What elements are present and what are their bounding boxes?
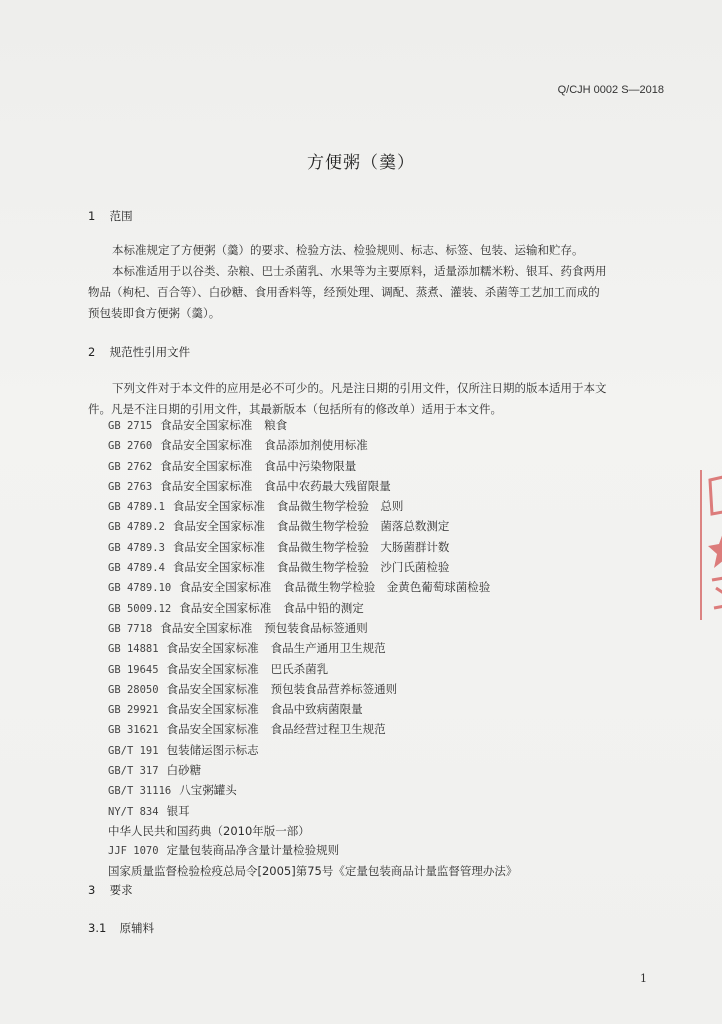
reference-item xyxy=(108,599,517,619)
reference-item xyxy=(108,538,517,558)
paragraph-line: 物品（枸杞、百合等）、白砂糖、食用香料等，经预处理、调配、蒸煮、灌装、杀菌等工艺加工而成的 xyxy=(88,285,600,299)
reference-org: 食品安全国家标准 xyxy=(166,722,259,737)
reference-item xyxy=(108,862,517,881)
reference-title: 粮食 xyxy=(264,418,288,432)
reference-title: 预包装食品营养标签通则 xyxy=(270,681,398,696)
section-3-1-heading xyxy=(88,920,154,936)
section-title: 范围 xyxy=(109,209,133,223)
reference-code: GB 2715 xyxy=(108,420,153,432)
reference-org: 食品安全国家标准 xyxy=(160,620,253,635)
document-title: 方便粥（羹） xyxy=(307,153,415,173)
reference-title: 定量包装商品净含量计量检验规则 xyxy=(166,843,340,858)
reference-item xyxy=(108,802,517,822)
paragraph-line: 预包装即食方便粥（羹）。 xyxy=(88,306,221,320)
reference-item xyxy=(108,457,517,477)
reference-code: GB 4789.4 xyxy=(108,562,165,575)
reference-org: 食品安全国家标准 xyxy=(172,499,265,514)
reference-item xyxy=(108,497,517,517)
reference-org: 食品安全国家标准 xyxy=(172,539,265,554)
paragraph: 下列文件对于本文件的应用是必不可少的。凡是注日期的引用文件，仅所注日期的版本适用于本文 xyxy=(112,381,607,395)
reference-org: 食品安全国家标准 xyxy=(172,519,265,534)
reference-item xyxy=(108,619,517,639)
reference-org: 食品安全国家标准 xyxy=(172,560,265,575)
reference-org: 食品安全国家标准 xyxy=(160,458,253,473)
reference-title: 国家质量监督检验检疫总局令[2005]第75号《定量包装商品计量监督管理办法》 xyxy=(108,863,518,878)
reference-item xyxy=(108,436,517,456)
reference-item xyxy=(108,639,517,659)
paragraph: 本标准适用于以谷类、杂粮、巴士杀菌乳、水果等为主要原料，适量添加糯米粉、银耳、药食两用 xyxy=(112,264,607,278)
reference-title: 食品微生物学检验 总则 xyxy=(276,499,404,514)
reference-title: 食品中污染物限量 xyxy=(264,458,357,473)
reference-org: 食品安全国家标准 xyxy=(166,681,259,696)
reference-title: 预包装食品标签通则 xyxy=(264,620,368,635)
reference-title: 食品微生物学检验 沙门氏菌检验 xyxy=(276,560,450,575)
section-2-intro xyxy=(88,378,668,420)
reference-item xyxy=(108,517,517,537)
reference-code: GB 28050 xyxy=(108,683,159,696)
reference-title: 八宝粥罐头 xyxy=(179,783,237,798)
reference-code: GB 19645 xyxy=(108,663,159,676)
reference-title: 巴氏杀菌乳 xyxy=(270,661,329,676)
reference-code: GB 7718 xyxy=(108,622,153,635)
reference-item xyxy=(108,558,517,578)
document-code: Q/CJH 0002 S—2018 xyxy=(557,84,664,96)
reference-item xyxy=(108,700,517,720)
section-1-body xyxy=(88,240,668,324)
reference-title: 食品添加剂使用标准 xyxy=(264,438,368,453)
reference-title: 白砂糖 xyxy=(166,763,202,778)
reference-item xyxy=(108,822,517,841)
reference-title: 食品微生物学检验 大肠菌群计数 xyxy=(276,539,450,554)
red-stamp-seal xyxy=(700,470,722,620)
reference-item xyxy=(108,477,517,497)
reference-item xyxy=(108,720,517,740)
page-number: 1 xyxy=(640,972,647,985)
reference-code: GB 2762 xyxy=(108,460,153,473)
reference-item xyxy=(108,660,517,680)
reference-code: GB/T 31116 xyxy=(108,785,172,798)
reference-title: 食品微生物学检验 金黄色葡萄球菌检验 xyxy=(283,580,491,595)
reference-org: 食品安全国家标准 xyxy=(179,600,272,615)
reference-code: JJF 1070 xyxy=(108,845,159,858)
reference-org: 食品安全国家标准 xyxy=(160,478,253,493)
reference-title: 食品微生物学检验 菌落总数测定 xyxy=(276,519,450,534)
reference-item xyxy=(108,578,517,598)
reference-code: GB 5009.12 xyxy=(108,602,172,615)
section-1-heading xyxy=(88,208,133,224)
reference-title: 食品中农药最大残留限量 xyxy=(264,478,391,493)
reference-item xyxy=(108,741,517,761)
reference-item xyxy=(108,416,517,436)
reference-item xyxy=(108,841,517,861)
reference-code: GB 4789.10 xyxy=(108,582,172,595)
reference-title: 食品中铅的测定 xyxy=(283,600,364,615)
section-number: 1 xyxy=(88,209,96,223)
reference-title: 银耳 xyxy=(166,803,190,818)
section-2-heading xyxy=(88,344,190,360)
reference-org: 食品安全国家标准 xyxy=(166,661,259,676)
reference-org: 食品安全国家标准 xyxy=(179,580,272,595)
reference-org: 食品安全国家标准 xyxy=(160,438,253,453)
section-title: 规范性引用文件 xyxy=(109,345,191,359)
reference-org: 食品安全国家标准 xyxy=(166,702,259,717)
reference-code: GB 4789.2 xyxy=(108,521,165,534)
reference-code: NY/T 834 xyxy=(108,805,159,818)
reference-code: GB 2760 xyxy=(108,440,153,453)
section-title: 原辅料 xyxy=(119,921,155,935)
reference-list xyxy=(108,416,517,881)
section-number: 3.1 xyxy=(88,921,107,935)
reference-org: 食品安全国家标准 xyxy=(166,641,259,656)
reference-item xyxy=(108,680,517,700)
reference-title: 包装储运图示标志 xyxy=(166,742,259,757)
reference-code: GB 29921 xyxy=(108,704,159,717)
reference-title: 中华人民共和国药典（2010年版一部） xyxy=(108,823,310,838)
reference-code: GB 31621 xyxy=(108,724,159,737)
reference-code: GB 4789.1 xyxy=(108,501,165,514)
reference-code: GB/T 191 xyxy=(108,744,159,757)
stamp-icon xyxy=(706,470,722,620)
paragraph: 本标准规定了方便粥（羹）的要求、检验方法、检验规则、标志、标签、包装、运输和贮存。 xyxy=(112,243,584,257)
reference-code: GB 14881 xyxy=(108,643,159,656)
paragraph-line: 件。凡是不注日期的引用文件，其最新版本（包括所有的修改单）适用于本文件。 xyxy=(88,402,502,416)
reference-code: GB/T 317 xyxy=(108,765,159,778)
reference-title: 食品中致病菌限量 xyxy=(270,702,363,717)
reference-org: 食品安全国家标准 xyxy=(160,418,253,432)
section-number: 2 xyxy=(88,345,96,359)
reference-code: GB 4789.3 xyxy=(108,541,165,554)
reference-item xyxy=(108,761,517,781)
reference-code: GB 2763 xyxy=(108,480,153,493)
reference-title: 食品经营过程卫生规范 xyxy=(270,722,386,737)
reference-title: 食品生产通用卫生规范 xyxy=(270,641,386,656)
section-number: 3 xyxy=(88,883,96,897)
section-title: 要求 xyxy=(109,883,133,897)
reference-item xyxy=(108,781,517,801)
section-3-heading xyxy=(88,882,133,898)
